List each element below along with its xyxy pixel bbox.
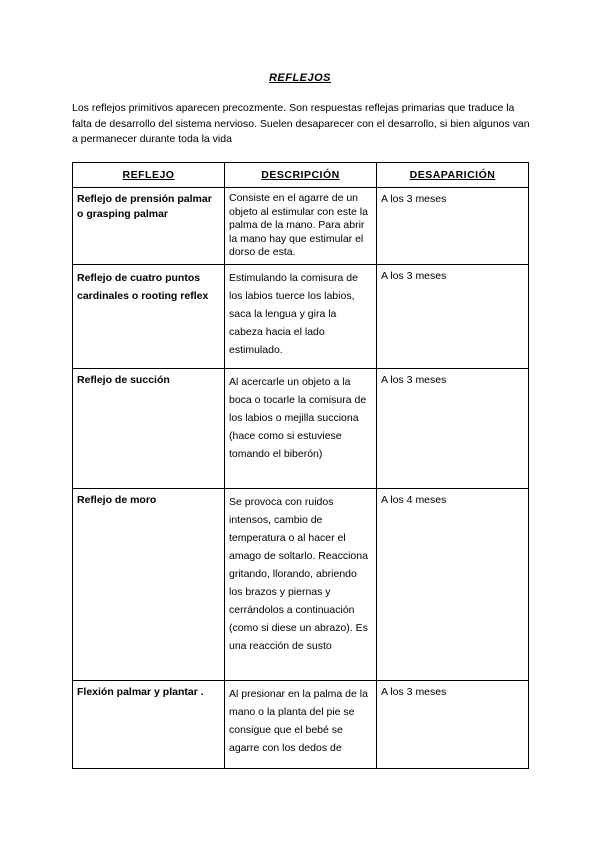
reflex-disappearance: A los 3 meses bbox=[377, 188, 529, 265]
table-row bbox=[73, 188, 529, 265]
reflex-disappearance: A los 3 meses bbox=[377, 264, 529, 368]
reflex-name: Reflejo de moro bbox=[73, 488, 225, 680]
document-title: REFLEJOS bbox=[268, 72, 332, 84]
table-row bbox=[73, 680, 529, 768]
reflex-disappearance: A los 3 meses bbox=[377, 368, 529, 488]
reflex-disappearance: A los 4 meses bbox=[377, 488, 529, 680]
table-row bbox=[73, 488, 529, 680]
header-reflejo: REFLEJO bbox=[73, 163, 225, 188]
reflex-description: Se provoca con ruidos intensos, cambio de temperatura o al hacer el amago de soltarlo. Reacciona gritando, llorando, abriendo los brazos y piernas y cerrándolos a continuación (como si diese un abrazo). Es una reacción de susto bbox=[225, 488, 377, 680]
header-descripcion: DESCRIPCIÓN bbox=[225, 163, 377, 188]
reflex-description: Al acercarle un objeto a la boca o tocarle la comisura de los labios o mejilla succiona (hace como si estuviese tomando el biberón) bbox=[225, 368, 377, 488]
reflex-description: Consiste en el agarre de un objeto al estimular con este la palma de la mano. Para abrir la mano hay que estimular el dorso de esta. bbox=[225, 188, 377, 265]
reflex-description: Estimulando la comisura de los labios tuerce los labios, saca la lengua y gira la cabeza hacia el lado estimulado. bbox=[225, 264, 377, 368]
reflex-name: Reflejo de cuatro puntos cardinales o rooting reflex bbox=[73, 264, 225, 368]
table-header-row bbox=[73, 163, 529, 188]
header-desaparicion: DESAPARICIÓN bbox=[377, 163, 529, 188]
reflex-description: Al presionar en la palma de la mano o la planta del pie se consigue que el bebé se agarre con los dedos de bbox=[225, 680, 377, 768]
intro-paragraph: Los reflejos primitivos aparecen precozmente. Son respuestas reflejas primarias que traduce la falta de desarrollo del sistema nervioso. Suelen desaparecer con el desarrollo, si bien algunos van a permanecer durante toda la vida bbox=[72, 102, 530, 145]
table-row bbox=[73, 368, 529, 488]
table-row bbox=[73, 264, 529, 368]
reflex-name: Reflejo de prensión palmar o grasping palmar bbox=[73, 188, 225, 265]
reflexes-table bbox=[72, 162, 529, 769]
reflex-name: Reflejo de succión bbox=[73, 368, 225, 488]
reflex-disappearance: A los 3 meses bbox=[377, 680, 529, 768]
reflex-name: Flexión palmar y plantar . bbox=[73, 680, 225, 768]
